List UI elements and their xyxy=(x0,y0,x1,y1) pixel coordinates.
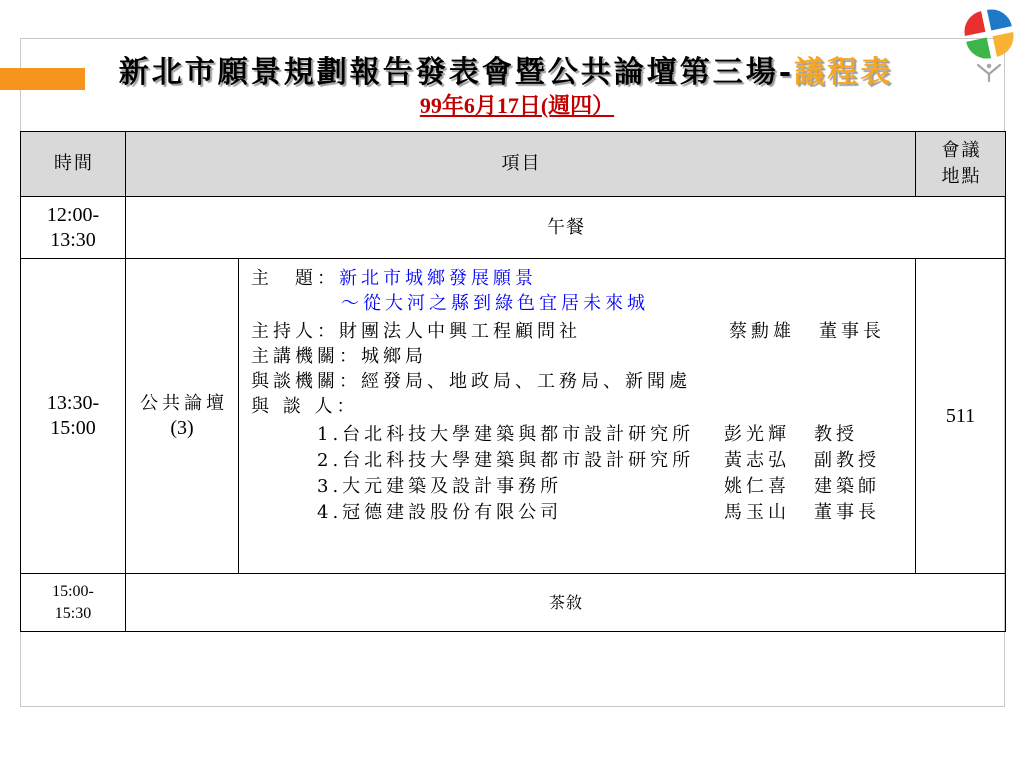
topic xyxy=(251,266,537,291)
time-end: 15:00 xyxy=(50,417,96,439)
item-cell xyxy=(126,197,1006,259)
panelists-label: 與 談 人： xyxy=(251,395,359,417)
panelist-title: 董事長 xyxy=(814,501,880,523)
panel-agencies-line xyxy=(239,369,915,394)
panel-agencies-label: 與談機關： xyxy=(251,370,361,392)
topic-title: 新北市城鄉發展願景 xyxy=(339,267,537,289)
page-title xyxy=(14,55,998,91)
topic-subtitle: ～從大河之縣到綠色宜居未來城 xyxy=(341,292,649,314)
panelist-row xyxy=(239,500,915,525)
time-start: 13:30- xyxy=(46,392,100,414)
panelist-org: 1.台北科技大學建築與都市設計研究所 xyxy=(317,423,695,445)
item-cell xyxy=(126,574,1006,632)
topic-line xyxy=(239,266,915,291)
table-row xyxy=(21,197,1006,259)
details-cell xyxy=(239,259,916,574)
panelist-row xyxy=(239,422,915,447)
title-highlight-text: 議程表 xyxy=(794,55,894,90)
panelist-name: 馬玉山 xyxy=(724,501,790,523)
host-org: 財團法人中興工程顧問社 xyxy=(339,320,581,342)
time-start: 15:00- xyxy=(52,582,94,600)
title-main-text: 新北市願景規劃報告發表會暨公共論壇第三場- xyxy=(118,55,795,90)
session-cell xyxy=(126,259,239,574)
panelist-title: 建築師 xyxy=(814,475,880,497)
lead-agency-value: 城鄉局 xyxy=(361,345,427,367)
panelist-name: 彭光輝 xyxy=(724,423,790,445)
time-cell xyxy=(21,574,126,632)
table-row xyxy=(21,574,1006,632)
header-location xyxy=(916,132,1006,197)
panelist-name: 黃志弘 xyxy=(724,449,790,471)
panel-agencies xyxy=(251,369,691,394)
table-row xyxy=(21,259,1006,574)
lead-agency-line xyxy=(239,344,915,369)
topic-label: 主 題： xyxy=(251,267,339,289)
header-time xyxy=(21,132,126,197)
panelist-row xyxy=(239,448,915,473)
header-item xyxy=(126,132,916,197)
header-location-label-line2: 地點 xyxy=(941,166,982,187)
session-number: (3) xyxy=(170,417,194,439)
panelist-org: 4.冠德建設股份有限公司 xyxy=(317,501,563,523)
panel-agencies-value: 經發局、地政局、工務局、新聞處 xyxy=(361,370,691,392)
details-content xyxy=(239,260,915,573)
header-item-label: 項目 xyxy=(501,153,542,174)
panelist-title: 副教授 xyxy=(814,449,880,471)
panelist-name: 姚仁喜 xyxy=(724,475,790,497)
lead-agency-label: 主講機關： xyxy=(251,345,361,367)
location-cell xyxy=(916,259,1006,574)
time-end: 13:30 xyxy=(50,228,96,251)
panelist-org: 2.台北科技大學建築與都市設計研究所 xyxy=(317,449,695,471)
item-text: 午餐 xyxy=(547,217,585,238)
time-cell xyxy=(21,197,126,259)
header-location-label-line1: 會議 xyxy=(941,140,982,161)
panelists-label-line xyxy=(239,394,915,419)
host xyxy=(251,319,581,344)
panelist-title: 教授 xyxy=(814,423,858,445)
event-date xyxy=(25,93,1009,119)
table-header-row xyxy=(21,132,1006,197)
session-name: 公共論壇 xyxy=(140,393,228,414)
event-date-text: 99年6月17日(週四） xyxy=(419,93,615,118)
panelist-row xyxy=(239,474,915,499)
time-end: 15:30 xyxy=(54,604,92,622)
host-label: 主持人： xyxy=(251,320,339,342)
location-room: 511 xyxy=(945,404,976,427)
lead-agency xyxy=(251,344,427,369)
header-time-label: 時間 xyxy=(54,153,94,174)
agenda-table xyxy=(20,131,1006,632)
topic-subtitle-line xyxy=(239,291,915,316)
item-text: 茶敘 xyxy=(548,592,583,612)
host-title: 董事長 xyxy=(819,320,885,342)
panelist-org: 3.大元建築及設計事務所 xyxy=(317,475,563,497)
host-line xyxy=(239,319,915,344)
time-cell xyxy=(21,259,126,574)
host-name: 蔡勳雄 xyxy=(729,320,795,342)
time-start: 12:00- xyxy=(46,203,100,226)
